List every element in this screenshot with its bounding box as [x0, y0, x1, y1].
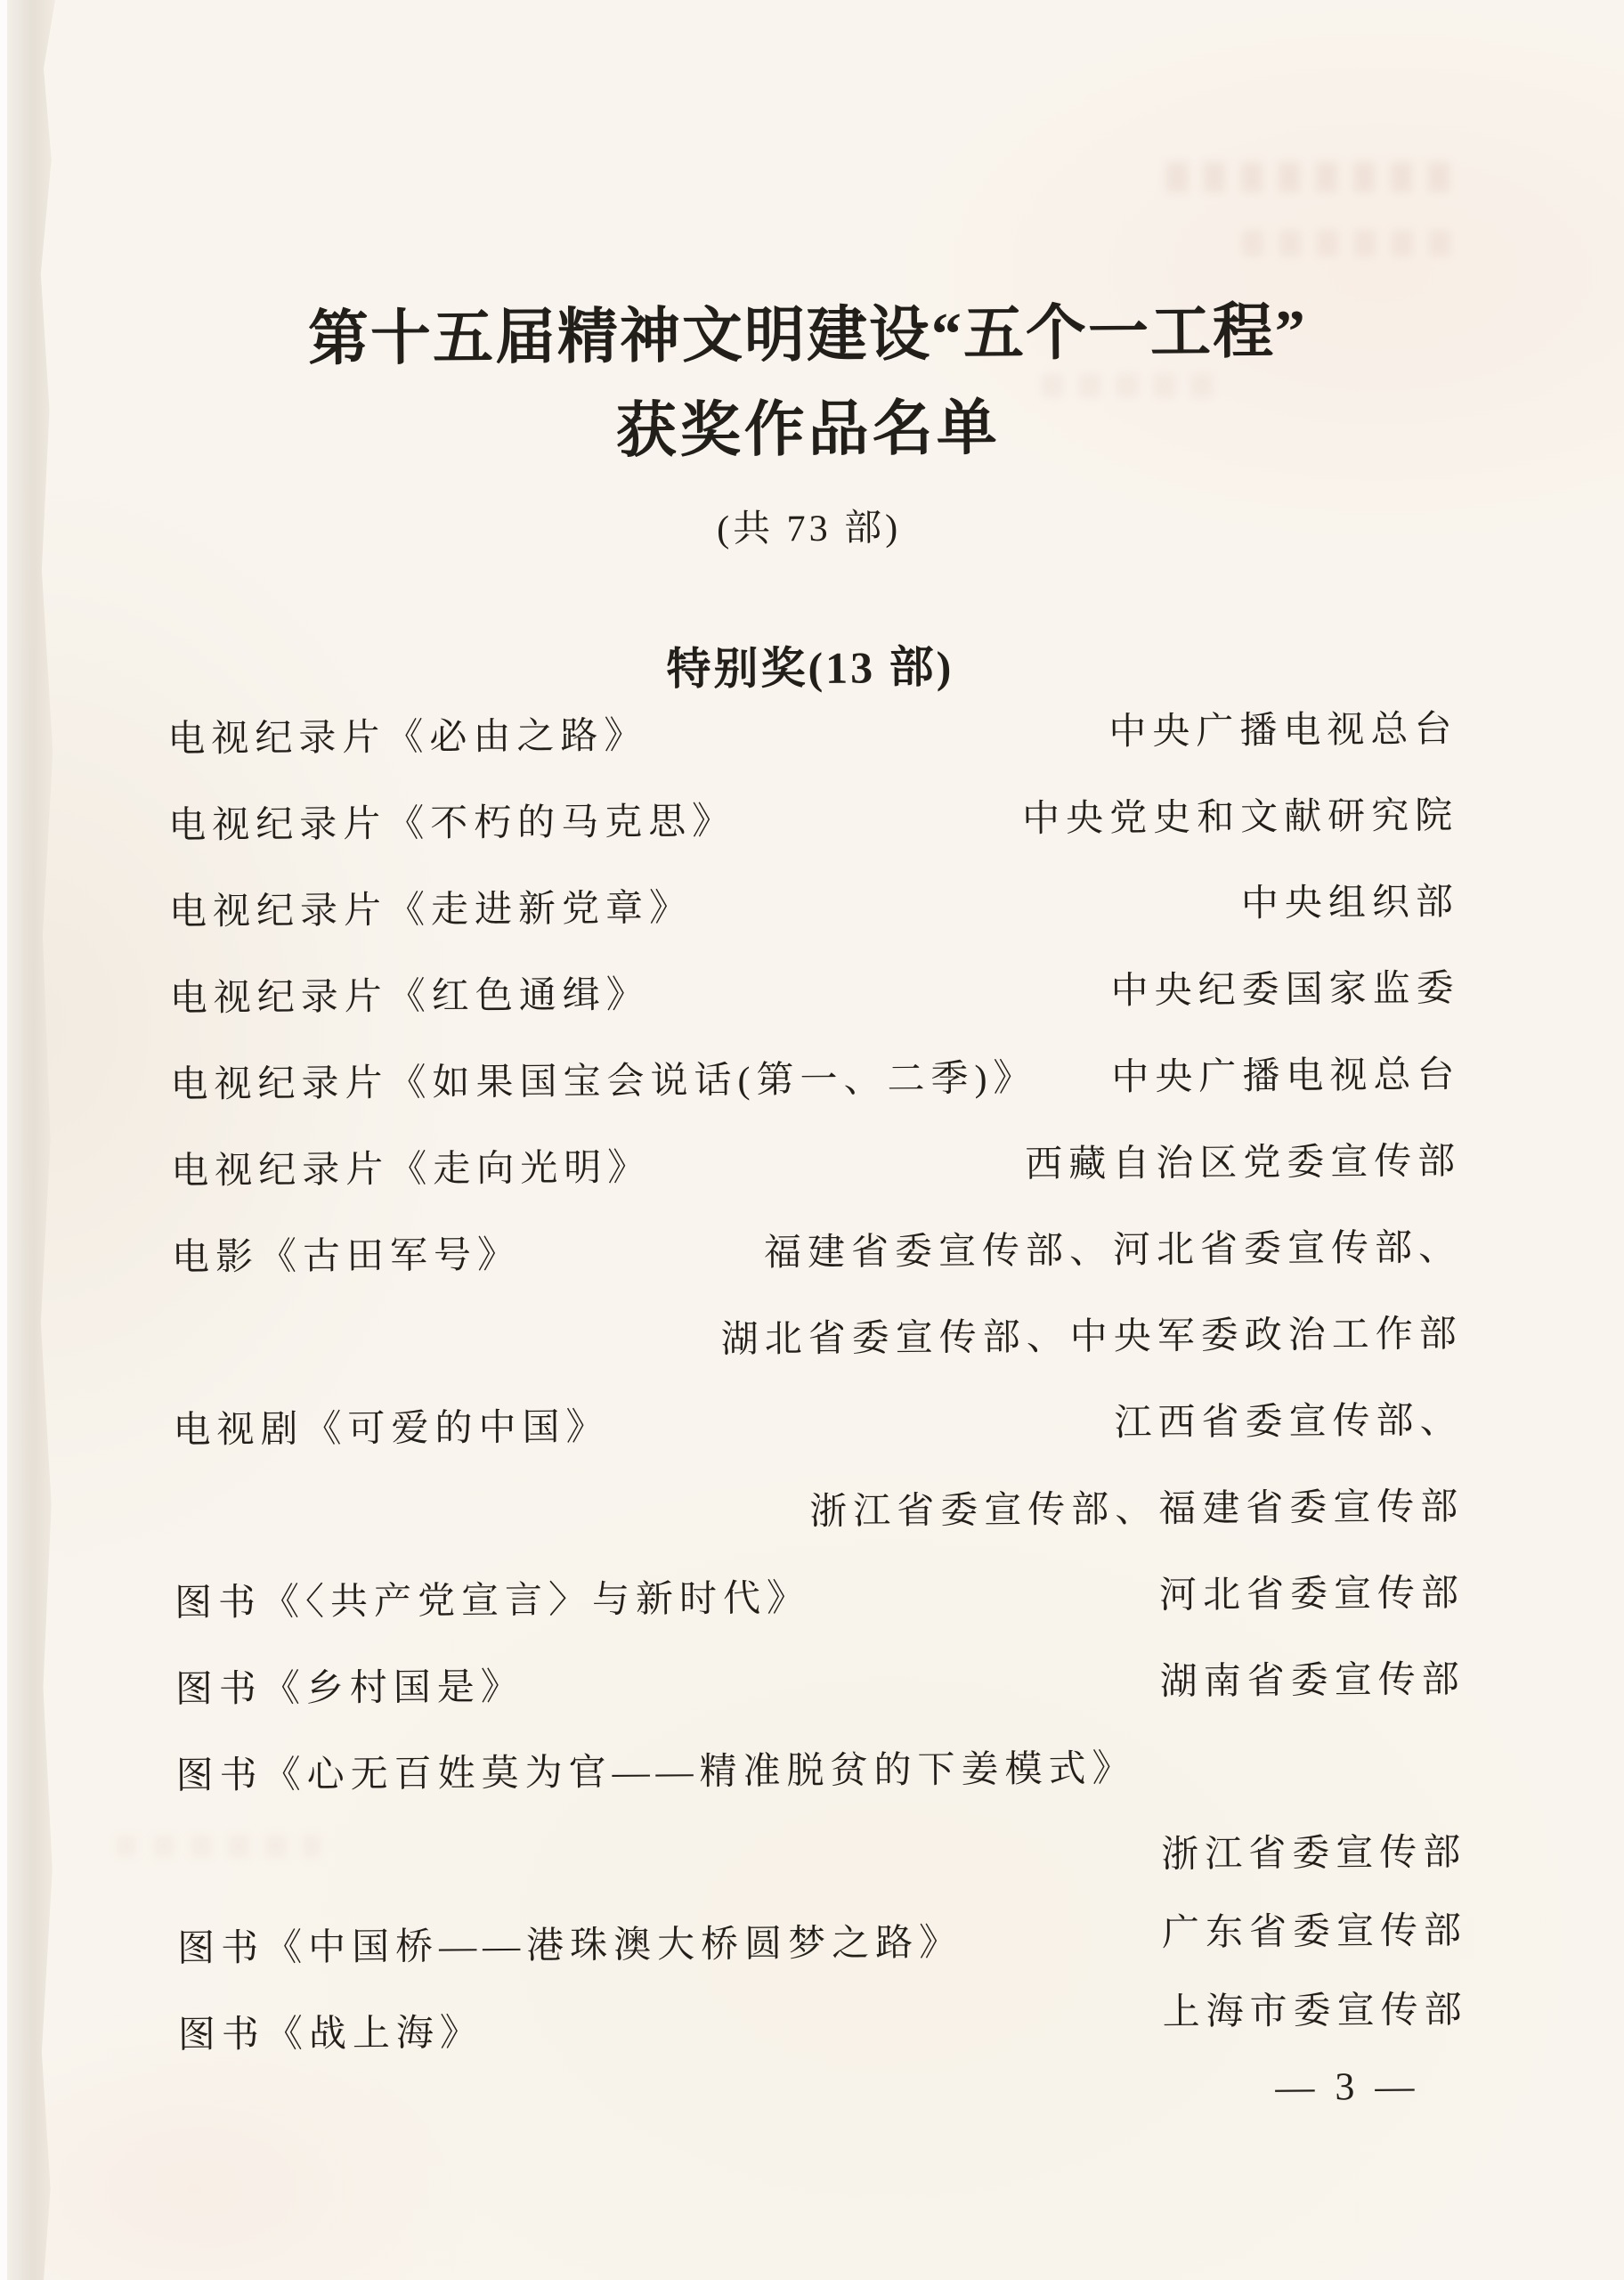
producer-org: 中央党史和文献研究院 — [1021, 794, 1459, 840]
producer-org: 广东省委宣传部 — [1161, 1910, 1468, 1954]
award-row — [168, 769, 1459, 865]
award-row — [167, 682, 1458, 778]
section-header-special-award: 特别奖(13 部) — [666, 641, 954, 695]
award-row — [172, 1201, 1463, 1297]
work-title: 图书《〈共产党宣言〉与新时代》 — [174, 1577, 811, 1624]
page-title-line1: 第十五届精神文明建设“五个一工程” — [307, 297, 1308, 373]
producer-org: 福建省委宣传部、河北省委宣传部、 — [763, 1226, 1463, 1274]
award-row — [170, 1028, 1461, 1124]
work-title: 电影《古田军号》 — [171, 1234, 522, 1279]
total-count-note: (共 73 部) — [716, 508, 902, 550]
producer-org: 西藏自治区党委宣传部 — [1025, 1140, 1462, 1185]
producer-org: 中央纪委国家监委 — [1110, 967, 1460, 1012]
producer-org: 江西省委宣传部、 — [1114, 1399, 1464, 1444]
work-title: 电视纪录片《不朽的马克思》 — [168, 801, 736, 847]
award-list — [167, 682, 1468, 2074]
work-title: 电视纪录片《走向光明》 — [171, 1146, 652, 1193]
award-row-continuation — [172, 1287, 1463, 1383]
award-row — [175, 1719, 1466, 1815]
producer-org: 中央广播电视总台 — [1111, 1054, 1461, 1098]
award-row — [169, 855, 1460, 951]
award-row — [169, 941, 1460, 1038]
page-number: — 3 — — [1275, 2064, 1420, 2109]
award-row-continuation — [176, 1805, 1467, 1901]
award-row — [173, 1373, 1464, 1470]
award-row-continuation — [174, 1460, 1465, 1556]
award-row — [177, 1978, 1468, 2074]
producer-org: 中央广播电视总台 — [1108, 708, 1458, 753]
work-title: 图书《战上海》 — [177, 2012, 484, 2056]
producer-org-continued: 湖北省委宣传部、中央军委政治工作部 — [720, 1313, 1463, 1361]
page-title-line2: 获奖作品名单 — [615, 394, 1002, 465]
work-title: 电视纪录片《走进新党章》 — [168, 887, 694, 933]
award-row — [171, 1114, 1462, 1210]
work-title: 电视纪录片《如果国宝会说话(第一、二季)》 — [170, 1057, 1037, 1106]
work-title: 电视纪录片《必由之路》 — [167, 714, 648, 761]
work-title: 电视纪录片《红色通缉》 — [169, 973, 650, 1020]
producer-org-continued: 浙江省委宣传部、福建省委宣传部 — [809, 1486, 1465, 1533]
producer-org: 上海市委宣传部 — [1162, 1989, 1468, 2033]
work-title: 电视剧《可爱的中国》 — [173, 1406, 610, 1452]
work-title: 图书《中国桥——港珠澳大桥圆梦之路》 — [176, 1922, 963, 1970]
producer-org: 河北省委宣传部 — [1158, 1572, 1466, 1616]
work-title: 图书《心无百姓莫为官——精准脱贫的下姜模式》 — [175, 1747, 1136, 1797]
producer-org: 中央组织部 — [1240, 881, 1460, 924]
award-row — [175, 1633, 1466, 1729]
award-row — [177, 1892, 1468, 1988]
work-title: 图书《乡村国是》 — [175, 1666, 525, 1711]
producer-org: 湖南省委宣传部 — [1159, 1658, 1466, 1703]
award-row — [175, 1546, 1466, 1642]
producer-org-continued: 浙江省委宣传部 — [1161, 1831, 1467, 1876]
